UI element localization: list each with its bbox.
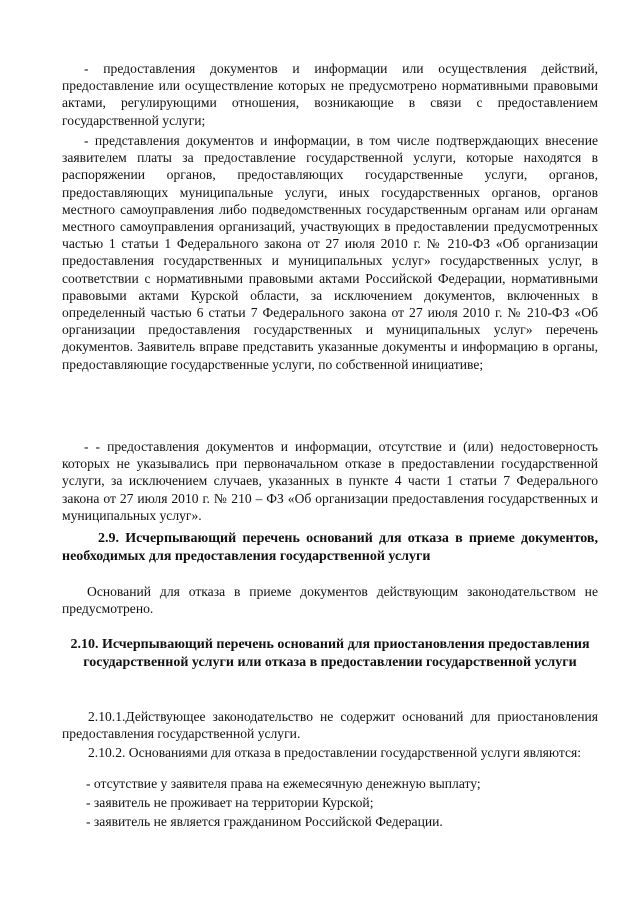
section-2-10-heading: 2.10. Исчерпывающий перечень оснований для приостановления предоставления государственной услуги или отказа в предоставлении государственной услуги: [70, 637, 590, 670]
section-2-10-1-text: 2.10.1.Действующее законодательство не содержит оснований для приостановления предоставления государственной услуги.: [62, 709, 598, 742]
list-item: - отсутствие у заявителя права на ежемесячную денежную выплату;: [86, 776, 481, 791]
paragraph-additional-actions: - предоставления документов и информации или осуществления действий, предоставление или осуществление которых не предусмотрено нормативными правовыми актами, регулирующими отношения, возникающие в связи с предоставлением государственной услуги;: [62, 61, 598, 128]
paragraph-documents-info: - представления документов и информации, в том числе подтверждающих внесение заявителем платы за предоставление государственной услуги, которые находятся в распоряжении органов, предоставляющих государственные услуги, органов, предоставляющих муниципальные услуги, иных государственных органов, органов местного самоуправления либо подведомственных государственным органам или органам местного самоуправления организаций, участвующих в предоставлении предусмотренных частью 1 статьи 1 Федерального закона от 27 июля 2010 г. № 210-ФЗ «Об организации предоставления государственных и муниципальных услуг» государственных услуг, в соответствии с нормативными правовыми актами Российской Федерации, нормативными правовыми актами Курской области, за исключением документов, включенных в определенный частью 6 статьи 7 Федерального закона от 27 июля 2010 г. № 210-ФЗ «Об организации предоставления государственных и муниципальных услуг» перечень документов. Заявитель вправе представить указанные документы и информацию в органы, предоставляющие государственные услуги, по собственной инициативе;: [62, 133, 598, 372]
refusal-grounds-list: [62, 775, 598, 832]
list-item: - заявитель не является гражданином Российской Федерации.: [86, 814, 443, 829]
paragraph-unreliable-documents: - - предоставления документов и информации, отсутствие и (или) недостоверность которых не указывались при первоначальном отказе в предоставлении государственной услуги, за исключением случаев, указанных в пункте 4 части 1 статьи 7 Федерального закона от 27 июля 2010 г. № 210 – ФЗ «Об организации предоставления государственных и муниципальных услуг».: [62, 439, 598, 523]
section-2-9-heading: 2.9. Исчерпывающий перечень оснований для отказа в приеме документов, необходимых для предоставления государственной услуги: [62, 531, 598, 564]
section-2-10-2-text: 2.10.2. Основаниями для отказа в предоставлении государственной услуги являются:: [88, 745, 582, 760]
section-2-9-text: Оснований для отказа в приеме документов действующим законодательством не предусмотрено.: [62, 584, 598, 617]
list-item: - заявитель не проживает на территории Курской;: [86, 795, 374, 810]
